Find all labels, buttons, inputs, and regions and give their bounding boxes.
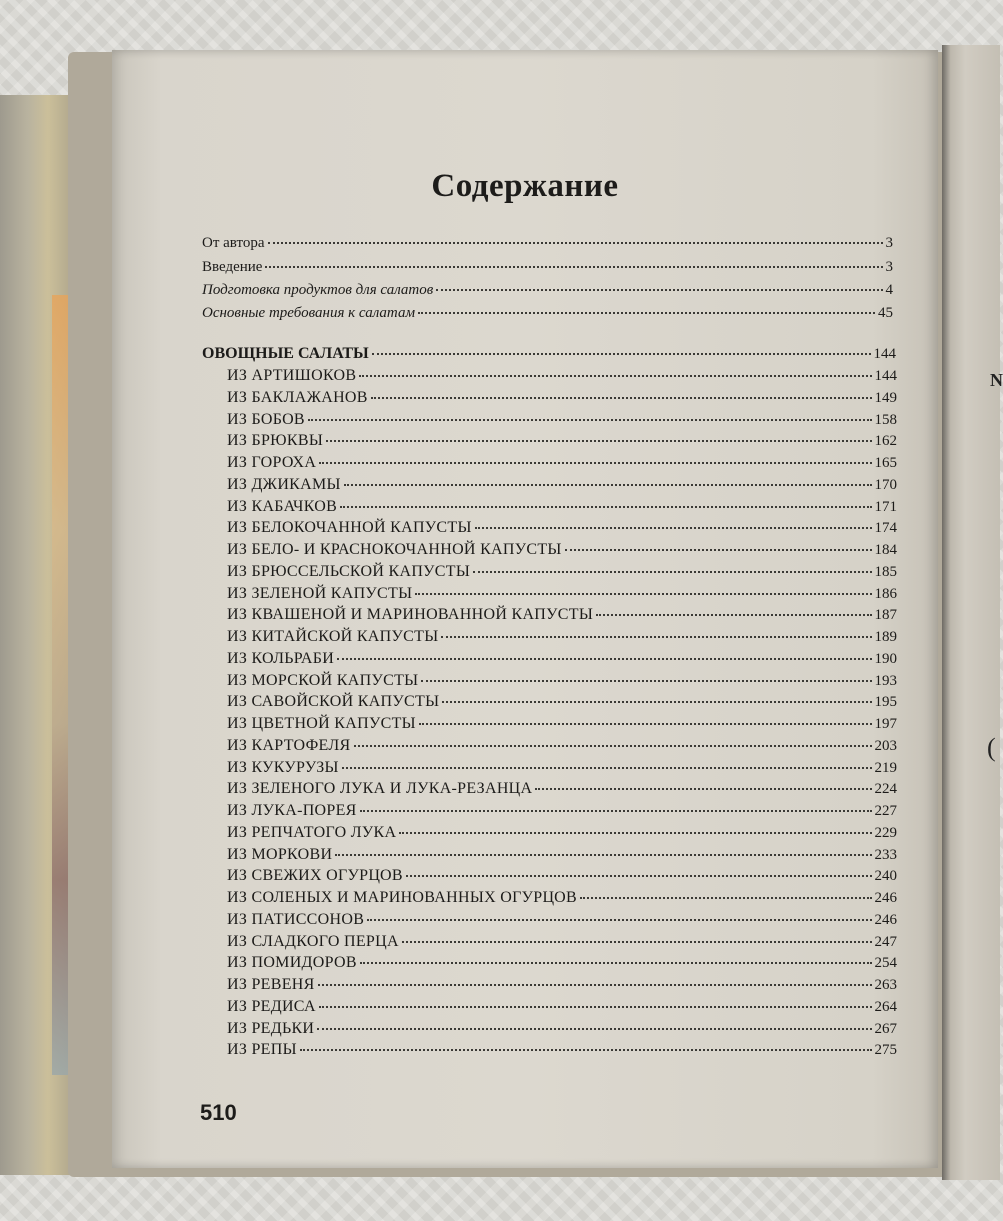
toc-entry-page: 246 [874, 912, 897, 928]
toc-entry-title: ИЗ КОЛЬРАБИ [227, 650, 335, 667]
toc-entry-title: ИЗ СВЕЖИХ ОГУРЦОВ [227, 867, 403, 884]
toc-entry-page: 162 [874, 433, 897, 449]
dot-leader [371, 397, 872, 399]
toc-entry-title: ИЗ БЕЛОКОЧАННОЙ КАПУСТЫ [227, 519, 472, 536]
toc-entry-page: 144 [873, 346, 896, 362]
toc-entry [227, 955, 897, 971]
toc-entry-title: Подготовка продуктов для салатов [202, 282, 434, 298]
toc-entry-page: 233 [874, 847, 897, 863]
toc-entry-title: ИЗ ДЖИКАМЫ [227, 476, 341, 493]
dot-leader [360, 810, 872, 812]
toc-entry-page: 3 [885, 259, 893, 275]
toc-entry-page: 224 [874, 781, 897, 797]
toc-entry-title: ИЗ КАРТОФЕЛЯ [227, 737, 351, 754]
dot-leader [317, 1028, 871, 1030]
toc-entry-page: 203 [874, 738, 897, 754]
toc-entry [227, 694, 897, 710]
toc-entry-title: ИЗ ЗЕЛЕНОГО ЛУКА И ЛУКА-РЕЗАНЦА [227, 780, 533, 797]
toc-entry-page: 170 [874, 477, 897, 493]
dot-leader [318, 984, 872, 986]
toc-entry-title: ИЗ СОЛЕНЫХ И МАРИНОВАННЫХ ОГУРЦОВ [227, 889, 577, 906]
toc-entry [227, 803, 897, 819]
toc-entry-title: ИЗ КВАШЕНОЙ И МАРИНОВАННОЙ КАПУСТЫ [227, 606, 594, 623]
toc-entry-title: ИЗ БРЮССЕЛЬСКОЙ КАПУСТЫ [227, 563, 471, 580]
dot-leader [399, 832, 871, 834]
toc-entry-title: ИЗ ЛУКА-ПОРЕЯ [227, 802, 357, 819]
dot-leader [436, 289, 882, 291]
toc-entry [227, 1021, 897, 1037]
toc-entry [227, 825, 897, 841]
toc-entry-title: ИЗ ЗЕЛЕНОЙ КАПУСТЫ [227, 585, 413, 602]
dot-leader [359, 375, 871, 377]
toc-entry [227, 586, 897, 602]
toc-entry-page: 174 [874, 520, 897, 536]
toc-entry-page: 189 [874, 629, 897, 645]
toc-entry-page: 229 [874, 825, 897, 841]
dot-leader [372, 353, 871, 355]
toc-entry-title: ИЗ КУКУРУЗЫ [227, 759, 339, 776]
toc-entry [227, 629, 897, 645]
toc-entry [227, 912, 897, 928]
toc-entry-title: ИЗ ПАТИССОНОВ [227, 911, 365, 928]
dot-leader [580, 897, 872, 899]
toc-entry-title: ОВОЩНЫЕ САЛАТЫ [202, 345, 369, 362]
toc-entry [227, 542, 897, 558]
toc-entry [202, 283, 893, 298]
toc-entry-title: ИЗ ПОМИДОРОВ [227, 954, 357, 971]
toc-entry-title: ИЗ СЛАДКОГО ПЕРЦА [227, 933, 399, 950]
toc-entry-page: 171 [874, 499, 897, 515]
toc-entry [227, 847, 897, 863]
toc-entry [227, 999, 897, 1015]
toc-entry-page: 158 [874, 412, 897, 428]
toc-entry [202, 306, 893, 321]
toc-entry [227, 890, 897, 906]
toc-entry [227, 760, 897, 776]
toc-entry-page: 267 [874, 1021, 897, 1037]
toc-entry [227, 368, 897, 384]
dot-leader [565, 549, 872, 551]
toc-entry-page: 4 [885, 282, 893, 298]
toc-entry-title: ИЗ АРТИШОКОВ [227, 367, 357, 384]
page-number: 510 [200, 1100, 237, 1125]
toc-entry-page: 45 [878, 305, 893, 321]
toc-entry-page: 264 [874, 999, 897, 1015]
toc-entry [227, 499, 897, 515]
toc-entry [227, 390, 897, 406]
toc-entry-page: 263 [874, 977, 897, 993]
dot-leader [337, 658, 871, 660]
toc-entry-title: ИЗ МОРКОВИ [227, 846, 333, 863]
toc-entry-page: 197 [874, 716, 897, 732]
toc-entry-page: 240 [874, 868, 897, 884]
dot-leader [442, 701, 871, 703]
toc-entry [227, 934, 897, 950]
dot-leader [319, 1006, 872, 1008]
dot-leader [367, 919, 871, 921]
toc-entry-title: ИЗ ГОРОХА [227, 454, 317, 471]
dot-leader [406, 875, 872, 877]
dot-leader [535, 788, 871, 790]
dot-leader [344, 484, 872, 486]
toc-entry-title: ИЗ КАБАЧКОВ [227, 498, 338, 515]
dot-leader [415, 593, 871, 595]
toc-entry-title: ИЗ РЕПЧАТОГО ЛУКА [227, 824, 397, 841]
toc-entry-title: ИЗ МОРСКОЙ КАПУСТЫ [227, 672, 419, 689]
toc-entry [227, 868, 897, 884]
dot-leader [360, 962, 872, 964]
toc-entry-page: 193 [874, 673, 897, 689]
toc-entry-title: ИЗ РЕДЬКИ [227, 1020, 315, 1037]
toc-entry-title: ИЗ БАКЛАЖАНОВ [227, 389, 368, 406]
toc-entry-page: 149 [874, 390, 897, 406]
toc-entry-page: 254 [874, 955, 897, 971]
toc-entry [227, 781, 897, 797]
dot-leader [308, 419, 872, 421]
toc-entry-title: ИЗ РЕВЕНЯ [227, 976, 315, 993]
toc-entry [227, 455, 897, 471]
toc-entry-title: ИЗ ЦВЕТНОЙ КАПУСТЫ [227, 715, 416, 732]
toc-entry-page: 275 [874, 1042, 897, 1058]
toc-entry [227, 477, 897, 493]
toc-entry-page: 195 [874, 694, 897, 710]
toc-entry-page: 185 [874, 564, 897, 580]
dot-leader [441, 636, 871, 638]
toc-entry-page: 144 [874, 368, 897, 384]
toc-entry-page: 3 [885, 235, 893, 251]
toc-entry [227, 977, 897, 993]
toc-entry [227, 716, 897, 732]
toc-entry-page: 186 [874, 586, 897, 602]
dot-leader [475, 527, 872, 529]
dot-leader [335, 854, 871, 856]
toc-entry [227, 673, 897, 689]
dot-leader [421, 680, 871, 682]
toc-entry [227, 412, 897, 428]
toc-entry-page: 246 [874, 890, 897, 906]
toc-entry-page: 247 [874, 934, 897, 950]
toc-entry [202, 346, 896, 362]
toc-entry-title: Основные требования к салатам [202, 305, 416, 321]
dot-leader [473, 571, 871, 573]
dot-leader [340, 506, 871, 508]
dot-leader [418, 312, 875, 314]
dot-leader [326, 440, 871, 442]
toc-entry [227, 1042, 897, 1058]
toc-entry-page: 187 [874, 607, 897, 623]
toc-entry-title: От автора [202, 235, 265, 251]
toc-entry [227, 564, 897, 580]
toc-entry [227, 433, 897, 449]
toc-entry [202, 260, 893, 275]
dot-leader [342, 767, 872, 769]
toc-entry-page: 219 [874, 760, 897, 776]
toc-entry [227, 520, 897, 536]
toc-entry-title: ИЗ КИТАЙСКОЙ КАПУСТЫ [227, 628, 439, 645]
dot-leader [402, 941, 872, 943]
dot-leader [596, 614, 871, 616]
dot-leader [419, 723, 872, 725]
toc-entry-title: ИЗ САВОЙСКОЙ КАПУСТЫ [227, 693, 440, 710]
right-page-fragment: ( [987, 733, 996, 762]
toc-entry-title: ИЗ РЕДИСА [227, 998, 316, 1015]
toc-entry-title: ИЗ БЕЛО- И КРАСНОКОЧАННОЙ КАПУСТЫ [227, 541, 562, 558]
toc-entry [227, 738, 897, 754]
toc-entry [227, 651, 897, 667]
dot-leader [300, 1049, 872, 1051]
dot-leader [268, 242, 883, 244]
toc-entry-title: ИЗ БРЮКВЫ [227, 432, 324, 449]
toc-entry [227, 607, 897, 623]
toc-entry-title: Введение [202, 259, 263, 275]
right-page-fragment: N [990, 370, 1003, 390]
dot-leader [354, 745, 872, 747]
dot-leader [319, 462, 871, 464]
toc-entry-title: ИЗ РЕПЫ [227, 1041, 297, 1058]
page-title: Содержание [431, 168, 619, 204]
toc-entry-page: 190 [874, 651, 897, 667]
toc-entry-page: 165 [874, 455, 897, 471]
dot-leader [265, 266, 882, 268]
toc-entry [202, 236, 893, 251]
toc-entry-page: 227 [874, 803, 897, 819]
toc-entry-page: 184 [874, 542, 897, 558]
toc-entry-title: ИЗ БОБОВ [227, 411, 305, 428]
right-page-edge [942, 45, 1003, 1180]
